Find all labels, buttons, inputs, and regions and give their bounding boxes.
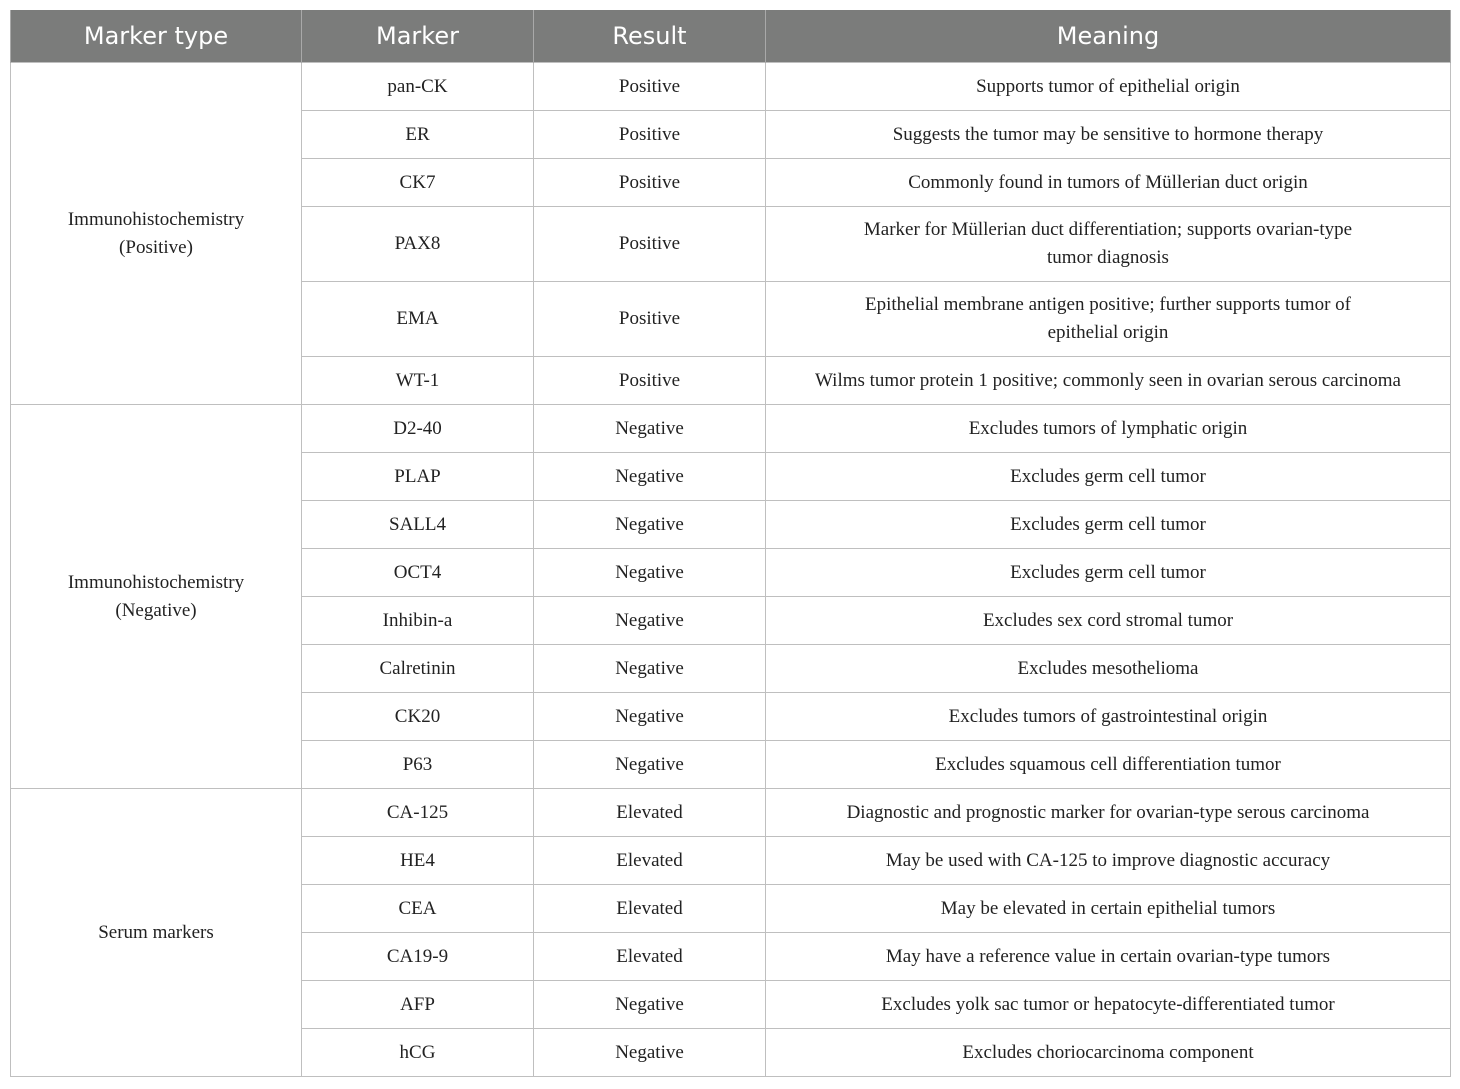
- marker-cell: AFP: [302, 981, 534, 1029]
- header-result: Result: [534, 10, 766, 63]
- header-row: [11, 10, 1451, 63]
- meaning-cell: Wilms tumor protein 1 positive; commonly seen in ovarian serous carcinoma: [766, 357, 1451, 405]
- marker-cell: CA19-9: [302, 933, 534, 981]
- meaning-line1: Epithelial membrane antigen positive; further supports tumor of: [865, 294, 1351, 315]
- marker-cell: OCT4: [302, 549, 534, 597]
- table-row: [11, 405, 1451, 453]
- marker-cell: CK20: [302, 693, 534, 741]
- meaning-cell: Diagnostic and prognostic marker for ovarian-type serous carcinoma: [766, 789, 1451, 837]
- result-cell: Negative: [534, 405, 766, 453]
- meaning-cell: Excludes squamous cell differentiation tumor: [766, 741, 1451, 789]
- marker-type-cell: [11, 789, 302, 1077]
- result-cell: Negative: [534, 453, 766, 501]
- marker-cell: D2-40: [302, 405, 534, 453]
- result-cell: Positive: [534, 63, 766, 111]
- result-cell: Positive: [534, 159, 766, 207]
- marker-cell: SALL4: [302, 501, 534, 549]
- marker-cell: ER: [302, 111, 534, 159]
- marker-type-cell: [11, 405, 302, 789]
- marker-cell: CK7: [302, 159, 534, 207]
- marker-cell: EMA: [302, 282, 534, 357]
- result-cell: Negative: [534, 645, 766, 693]
- meaning-cell: May be elevated in certain epithelial tumors: [766, 885, 1451, 933]
- result-cell: Positive: [534, 282, 766, 357]
- meaning-cell: Suggests the tumor may be sensitive to hormone therapy: [766, 111, 1451, 159]
- meaning-cell: Commonly found in tumors of Müllerian duct origin: [766, 159, 1451, 207]
- meaning-cell: Excludes tumors of gastrointestinal origin: [766, 693, 1451, 741]
- table-row: [11, 789, 1451, 837]
- meaning-line2: epithelial origin: [1047, 322, 1169, 343]
- marker-cell: WT-1: [302, 357, 534, 405]
- marker-type-cell: [11, 63, 302, 405]
- result-cell: Positive: [534, 111, 766, 159]
- marker-cell: Inhibin-a: [302, 597, 534, 645]
- marker-type-line1: Immunohistochemistry: [67, 208, 245, 230]
- result-cell: Negative: [534, 693, 766, 741]
- meaning-cell: Excludes mesothelioma: [766, 645, 1451, 693]
- result-cell: Negative: [534, 549, 766, 597]
- marker-cell: PAX8: [302, 207, 534, 282]
- result-cell: Elevated: [534, 789, 766, 837]
- header-marker: Marker: [302, 10, 534, 63]
- marker-cell: pan-CK: [302, 63, 534, 111]
- result-cell: Negative: [534, 501, 766, 549]
- marker-table: [10, 10, 1451, 1077]
- meaning-line2: tumor diagnosis: [1047, 247, 1169, 268]
- result-cell: Elevated: [534, 885, 766, 933]
- meaning-cell: [766, 282, 1451, 357]
- marker-type-line1: Serum markers: [98, 921, 214, 943]
- marker-cell: PLAP: [302, 453, 534, 501]
- meaning-cell: May be used with CA-125 to improve diagnostic accuracy: [766, 837, 1451, 885]
- header-marker-type: Marker type: [11, 10, 302, 63]
- marker-cell: hCG: [302, 1029, 534, 1077]
- meaning-cell: [766, 207, 1451, 282]
- marker-type-line2: (Negative): [115, 599, 197, 621]
- marker-type-line2: (Positive): [119, 236, 193, 258]
- marker-cell: Calretinin: [302, 645, 534, 693]
- result-cell: Negative: [534, 597, 766, 645]
- header-meaning: Meaning: [766, 10, 1451, 63]
- meaning-cell: Excludes germ cell tumor: [766, 549, 1451, 597]
- marker-cell: HE4: [302, 837, 534, 885]
- result-cell: Positive: [534, 207, 766, 282]
- meaning-cell: Excludes choriocarcinoma component: [766, 1029, 1451, 1077]
- meaning-cell: Excludes germ cell tumor: [766, 453, 1451, 501]
- marker-cell: P63: [302, 741, 534, 789]
- result-cell: Positive: [534, 357, 766, 405]
- marker-type-line1: Immunohistochemistry: [67, 571, 245, 593]
- marker-cell: CA-125: [302, 789, 534, 837]
- result-cell: Elevated: [534, 933, 766, 981]
- meaning-cell: Excludes tumors of lymphatic origin: [766, 405, 1451, 453]
- meaning-cell: Excludes yolk sac tumor or hepatocyte-differentiated tumor: [766, 981, 1451, 1029]
- result-cell: Negative: [534, 981, 766, 1029]
- table-row: [11, 63, 1451, 111]
- meaning-line1: Marker for Müllerian duct differentiation; supports ovarian-type: [863, 219, 1353, 240]
- result-cell: Elevated: [534, 837, 766, 885]
- meaning-cell: Excludes sex cord stromal tumor: [766, 597, 1451, 645]
- meaning-cell: Supports tumor of epithelial origin: [766, 63, 1451, 111]
- marker-cell: CEA: [302, 885, 534, 933]
- result-cell: Negative: [534, 1029, 766, 1077]
- meaning-cell: Excludes germ cell tumor: [766, 501, 1451, 549]
- meaning-cell: May have a reference value in certain ovarian-type tumors: [766, 933, 1451, 981]
- result-cell: Negative: [534, 741, 766, 789]
